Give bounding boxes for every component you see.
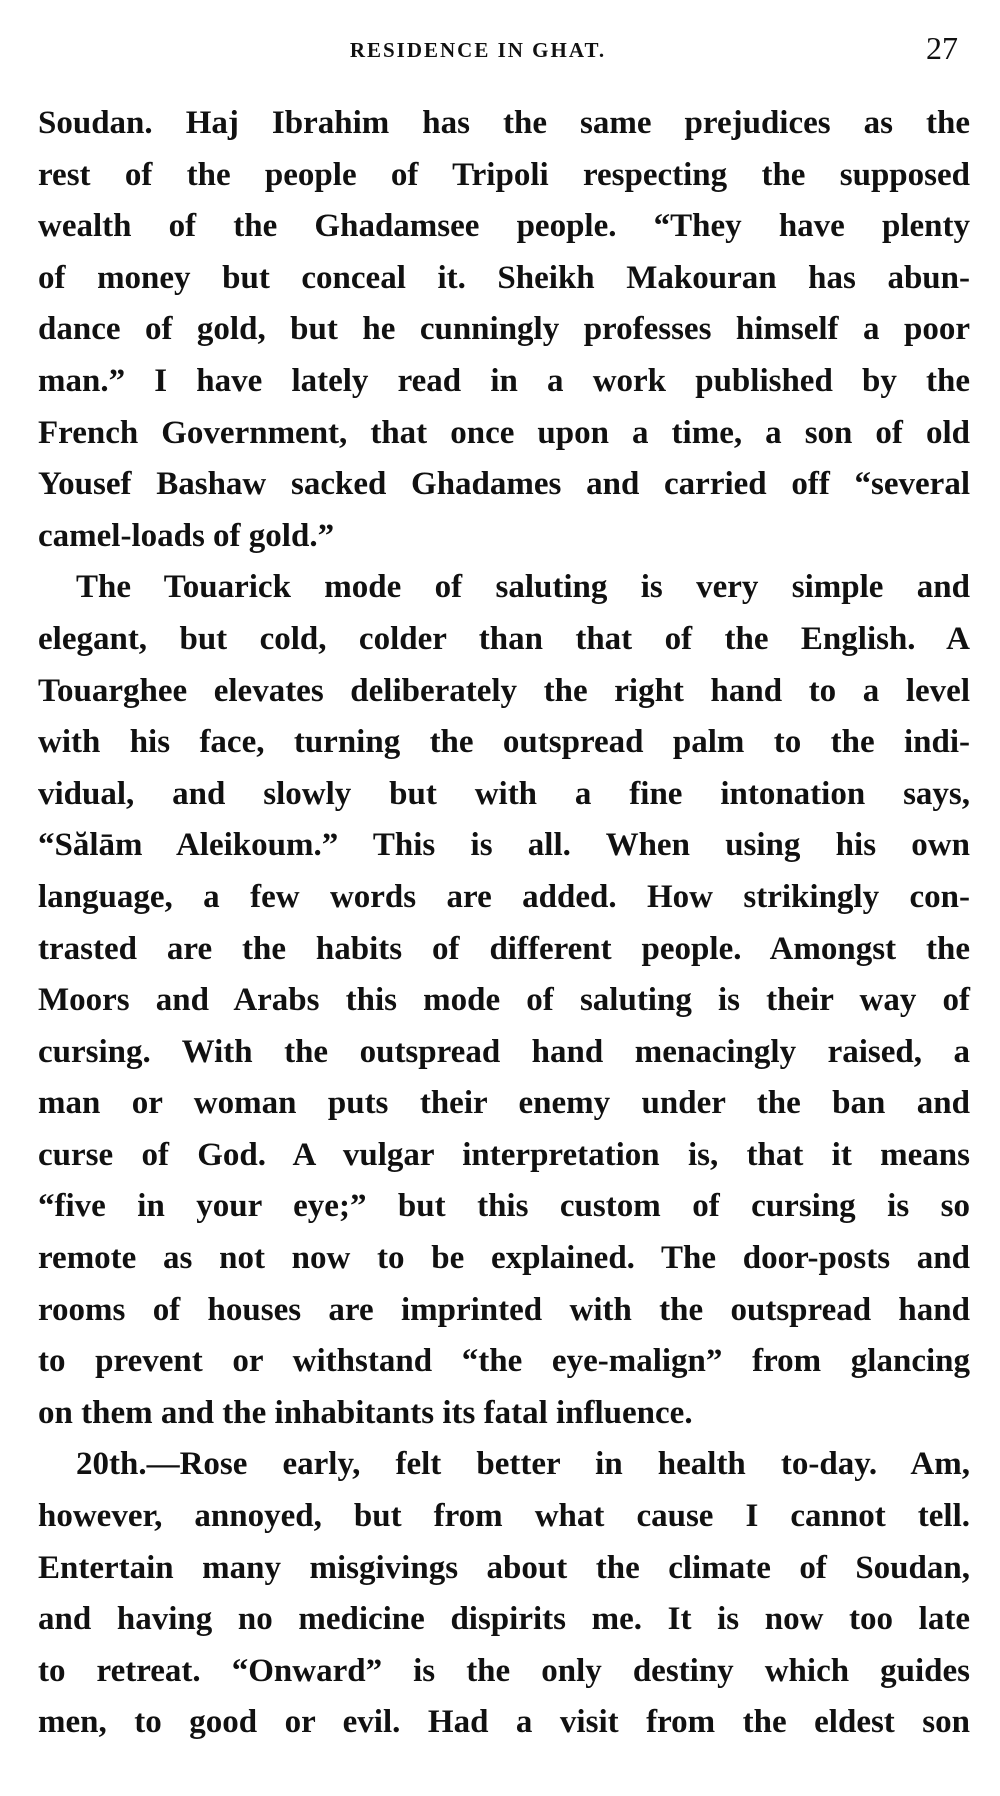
text-line: camel-loads of gold.” — [38, 517, 335, 554]
text-line: Yousef Bashaw sacked Ghadames and carried off “several — [38, 466, 970, 503]
text-line: man or woman puts their enemy under the ban and — [38, 1085, 970, 1122]
text-line: 20th.—Rose early, felt better in health to-day. Am, — [76, 1446, 970, 1483]
text-line: Touarghee elevates deliberately the right hand to a level — [38, 672, 970, 709]
running-head-title: RESIDENCE IN GHAT. — [349, 38, 607, 62]
text-line: cursing. With the outspread hand menacingly raised, a — [38, 1033, 970, 1070]
text-line: The Touarick mode of saluting is very simple and — [76, 569, 970, 606]
text-line: “Sălām Aleikoum.” This is all. When using his own — [38, 827, 970, 864]
text-line: with his face, turning the outspread palm to the indi- — [38, 724, 970, 761]
text-line: dance of gold, but he cunningly professes himself a poor — [38, 311, 970, 348]
text-line: Soudan. Haj Ibrahim has the same prejudices as the — [38, 105, 970, 141]
text-line: man.” I have lately read in a work published by the — [38, 362, 970, 399]
text-line: to prevent or withstand “the eye-malign” from glancing — [38, 1343, 970, 1380]
text-line: wealth of the Ghadamsee people. “They have plenty — [38, 208, 970, 245]
text-line: on them and the inhabitants its fatal influence. — [38, 1394, 693, 1431]
text-line: remote as not now to be explained. The door-posts and — [38, 1240, 970, 1277]
text-line: however, annoyed, but from what cause I cannot tell. — [38, 1498, 970, 1535]
text-line: elegant, but cold, colder than that of the English. A — [38, 620, 970, 657]
text-line: vidual, and slowly but with a fine intonation says, — [38, 775, 970, 812]
text-line: of money but conceal it. Sheikh Makouran has abun- — [38, 259, 970, 296]
text-line: language, a few words are added. How strikingly con- — [38, 878, 970, 915]
text-line: rooms of houses are imprinted with the outspread hand — [38, 1291, 970, 1328]
text-line: curse of God. A vulgar interpretation is, that it means — [38, 1136, 970, 1173]
text-line: French Government, that once upon a time, a son of old — [38, 414, 970, 451]
text-line: “five in your eye;” but this custom of cursing is so — [38, 1188, 970, 1225]
body-text — [38, 98, 970, 1749]
text-line: to retreat. “Onward” is the only destiny which guides — [38, 1652, 970, 1689]
text-line: rest of the people of Tripoli respecting the supposed — [38, 156, 970, 193]
text-line: Moors and Arabs this mode of saluting is their way of — [38, 982, 970, 1019]
text-line: Entertain many misgivings about the climate of Soudan, — [38, 1549, 970, 1586]
text-line: and having no medicine dispirits me. It is now too late — [38, 1601, 970, 1638]
running-head — [38, 30, 968, 70]
text-line: men, to good or evil. Had a visit from the eldest son — [38, 1704, 970, 1741]
page-number: 27 — [926, 30, 958, 66]
text-line: trasted are the habits of different people. Amongst the — [38, 930, 970, 967]
